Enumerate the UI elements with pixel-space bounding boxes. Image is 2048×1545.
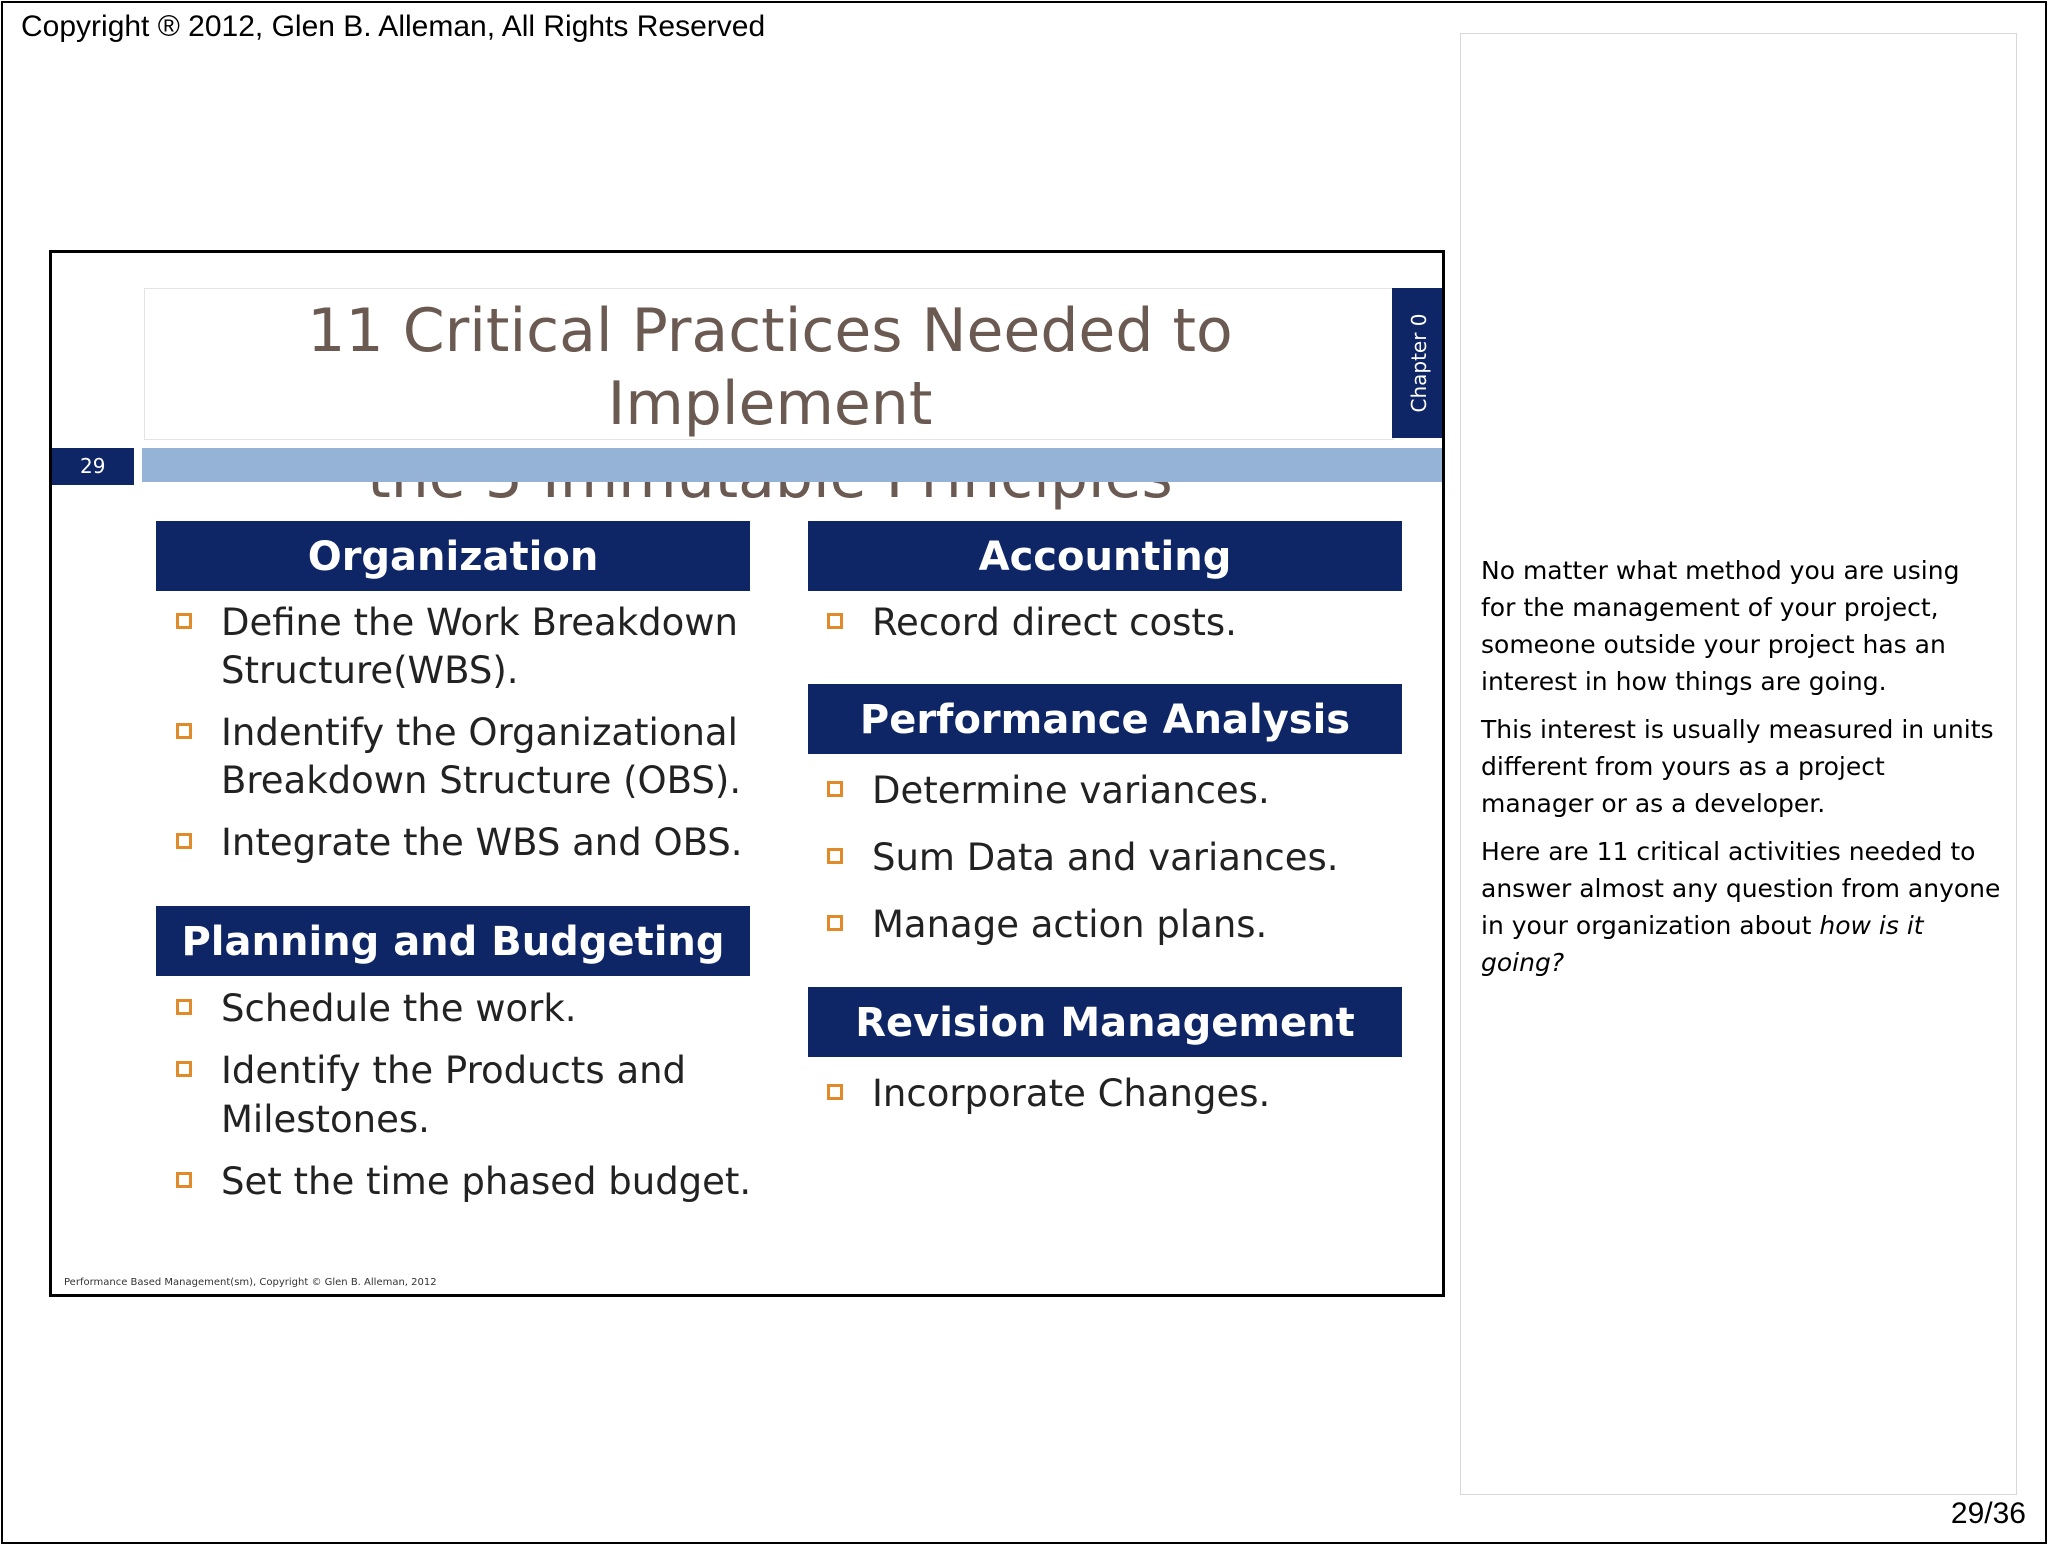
chapter-label: Chapter 0 [1407,313,1431,413]
checkbox-bullet-icon [827,1084,843,1100]
checkbox-bullet-icon [176,1172,192,1188]
copyright-header: Copyright ® 2012, Glen B. Alleman, All Rights Reserved [21,10,766,43]
bullet-item: Manage action plans. [872,901,1267,949]
bullet-item-continuation: Structure(WBS). [221,649,519,692]
checkbox-bullet-icon [176,833,192,849]
notes-text [1481,552,2001,992]
checkbox-bullet-icon [827,915,843,931]
checkbox-bullet-icon [176,999,192,1015]
section-header-performance: Performance Analysis [808,684,1402,754]
chapter-tab [1392,288,1445,438]
checkbox-bullet-icon [827,781,843,797]
bullet-item: Sum Data and variances. [872,834,1339,882]
slide-title-line1: 11 Critical Practices Needed to Implement [307,296,1233,439]
notes-panel [1460,33,2017,1495]
checkbox-bullet-icon [176,1061,192,1077]
slide-number: 29 [52,448,134,485]
bullet-item: Incorporate Changes. [872,1070,1270,1118]
bullet-item: Integrate the WBS and OBS. [221,819,743,867]
checkbox-bullet-icon [176,613,192,629]
notes-paragraph: Here are 11 critical activities needed to answer almost any question from anyone in your organization about how is it going? [1481,837,2001,977]
bullet-item: Set the time phased budget. [221,1158,751,1206]
bullet-item-continuation: Milestones. [221,1098,430,1141]
slide-footer: Performance Based Management(sm), Copyright © Glen B. Alleman, 2012 [64,1277,437,1288]
section-header-accounting: Accounting [808,521,1402,591]
checkbox-bullet-icon [176,723,192,739]
notes-paragraph: This interest is usually measured in units different from yours as a project manager or as a developer. [1481,715,1994,818]
bullet-item: Define the Work Breakdown [221,599,738,647]
bullet-item: Schedule the work. [221,985,577,1033]
section-header-revision: Revision Management [808,987,1402,1057]
bullet-item: Record direct costs. [872,599,1237,647]
bullet-item: Determine variances. [872,767,1270,815]
title-box [144,288,1394,440]
section-header-planning: Planning and Budgeting [156,906,750,976]
section-header-organization: Organization [156,521,750,591]
bullet-item: Indentify the Organizational [221,709,738,757]
bullet-item-continuation: Breakdown Structure (OBS). [221,759,742,802]
bullet-item: Identify the Products and [221,1047,686,1095]
page-number: 29/36 [1950,1497,2026,1530]
notes-paragraph: No matter what method you are using for the management of your project, someone outside your project has an interest in how things are going. [1481,556,1960,696]
checkbox-bullet-icon [827,848,843,864]
header-accent-bar [142,448,1445,482]
slide [49,250,1445,1297]
checkbox-bullet-icon [827,613,843,629]
